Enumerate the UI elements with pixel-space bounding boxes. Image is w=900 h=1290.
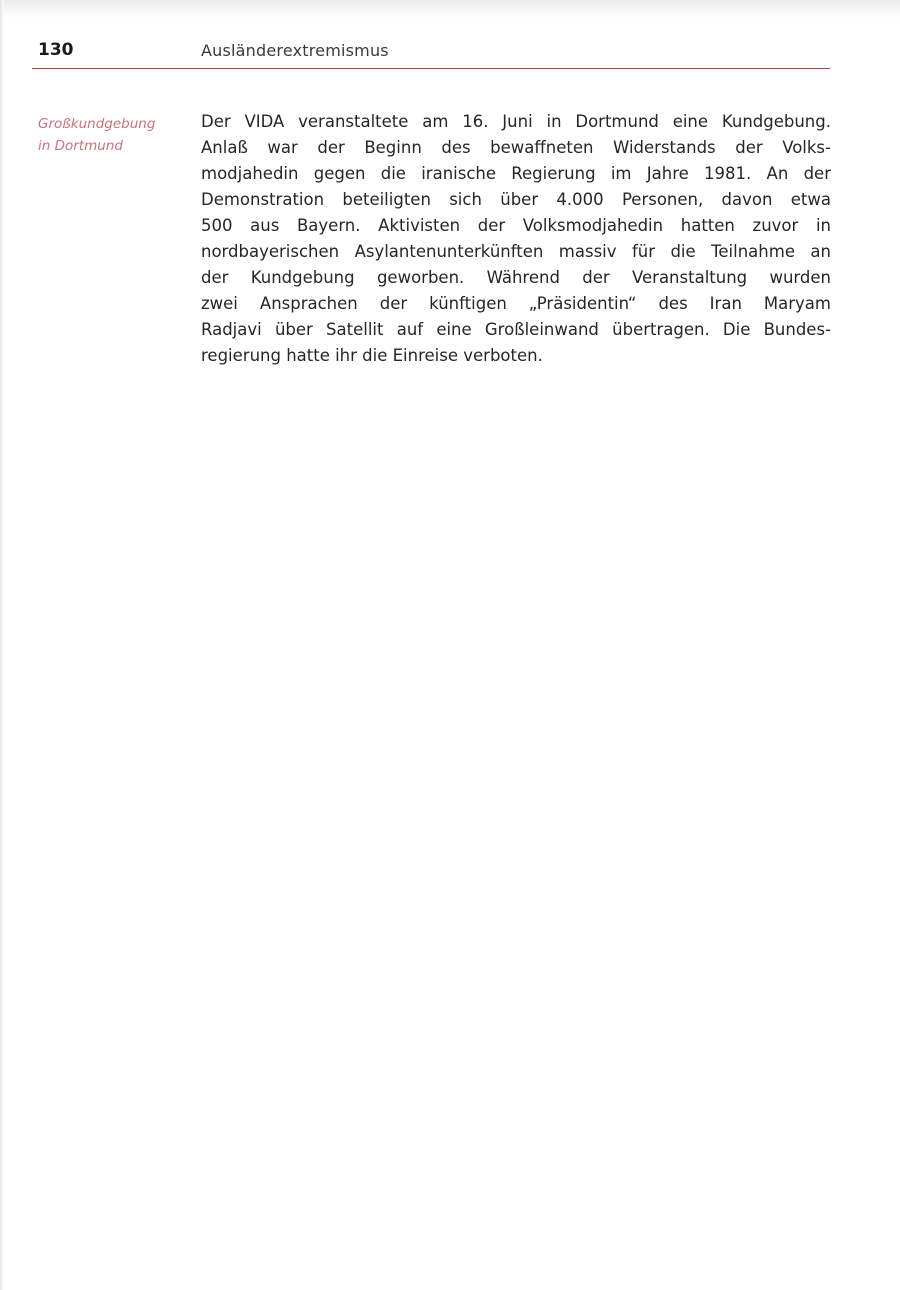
body-line: Demonstration beteiligten sich über 4.000 Personen, davon etwa (201, 190, 831, 209)
header-rule (32, 68, 830, 69)
margin-note (38, 113, 188, 157)
page-left-edge (0, 0, 4, 1290)
body-line: modjahedin gegen die iranische Regierung im Jahre 1981. An der (201, 164, 831, 183)
body-line: nordbayerischen Asylantenunterkünften massiv für die Teilnahme an (201, 242, 831, 261)
body-line: Radjavi über Satellit auf eine Großleinwand übertragen. Die Bundes- (201, 320, 831, 339)
body-line: der Kundgebung geworben. Während der Veranstaltung wurden (201, 268, 831, 287)
body-line: Anlaß war der Beginn des bewaffneten Widerstands der Volks- (201, 138, 831, 157)
page-header (38, 40, 828, 70)
margin-note-line: in Dortmund (38, 138, 123, 154)
body-paragraph (201, 109, 831, 369)
body-line: Der VIDA veranstaltete am 16. Juni in Dortmund eine Kundgebung. (201, 112, 831, 131)
page-number: 130 (38, 40, 74, 60)
margin-note-line: Großkundgebung (38, 116, 156, 132)
body-line: regierung hatte ihr die Einreise verboten. (201, 346, 543, 365)
running-title: Ausländerextremismus (201, 41, 389, 60)
page-top-shade (0, 0, 900, 18)
body-line: 500 aus Bayern. Aktivisten der Volksmodjahedin hatten zuvor in (201, 216, 831, 235)
body-line: zwei Ansprachen der künftigen „Präsidentin“ des Iran Maryam (201, 294, 831, 313)
